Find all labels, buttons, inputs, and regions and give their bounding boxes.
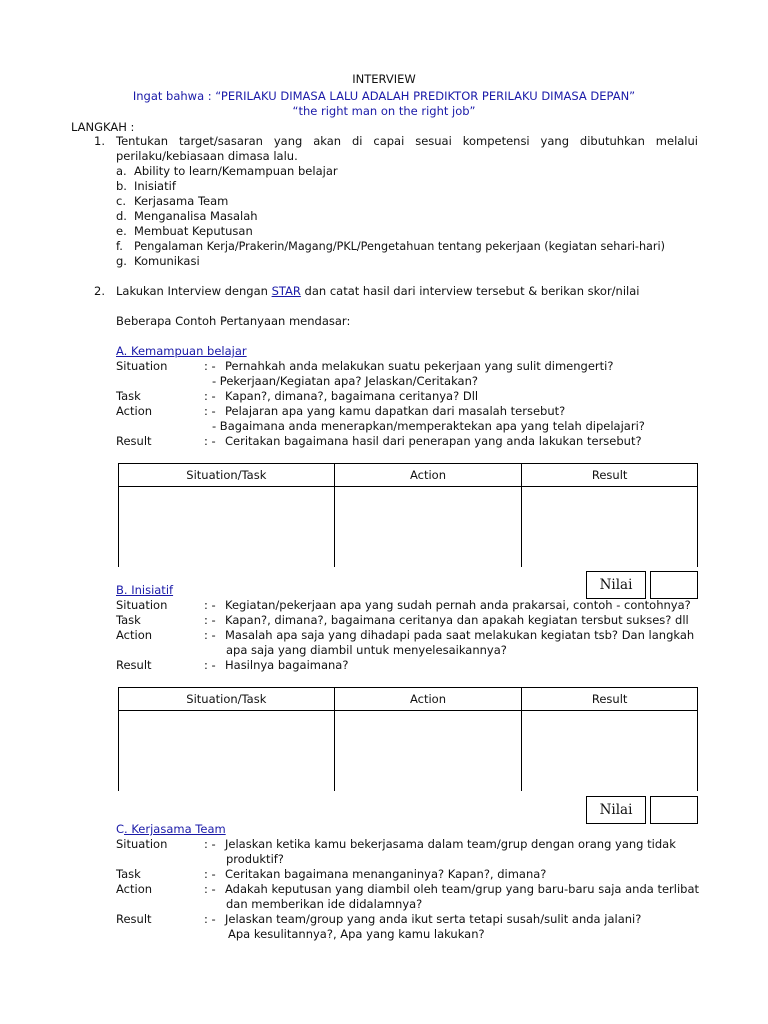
column-header: Result bbox=[522, 464, 698, 487]
nilai-label: Nilai bbox=[586, 796, 646, 824]
colon: : - bbox=[204, 837, 216, 851]
list-item-text: Menganalisa Masalah bbox=[134, 209, 258, 223]
answer-cell[interactable] bbox=[334, 487, 522, 568]
list-item-text: Inisiatif bbox=[134, 179, 176, 193]
list-item: a. bbox=[116, 164, 127, 178]
list-item: g. bbox=[116, 254, 127, 268]
section-c-title[interactable]: C. Kerjasama Team bbox=[116, 822, 226, 836]
question-text: Ceritakan bagaimana menanganinya? Kapan?, dimana? bbox=[225, 867, 547, 881]
star-link[interactable]: STAR bbox=[271, 284, 301, 298]
action-label: Action bbox=[116, 404, 153, 418]
colon: : - bbox=[204, 359, 216, 373]
list-item-text: Komunikasi bbox=[134, 254, 200, 268]
star-table-b bbox=[118, 687, 698, 791]
question-text: Kapan?, dimana?, bagaimana ceritanya dan apakah kegiatan tersbut sukses? dll bbox=[225, 613, 689, 627]
tagline: “the right man on the right job” bbox=[292, 104, 476, 118]
list-item: d. bbox=[116, 209, 127, 223]
step-2-number: 2. bbox=[94, 284, 105, 298]
situation-label: Situation bbox=[116, 359, 168, 373]
colon: : - bbox=[204, 912, 216, 926]
list-item: c. bbox=[116, 194, 126, 208]
colon: : - bbox=[204, 867, 216, 881]
question-text: produktif? bbox=[226, 852, 284, 866]
steps-label: LANGKAH : bbox=[71, 120, 135, 134]
column-header: Situation/Task bbox=[119, 688, 335, 711]
question-text: Pernahkah anda melakukan suatu pekerjaan yang sulit dimengerti? bbox=[225, 359, 614, 373]
question-text: Jelaskan ketika kamu bekerjasama dalam team/grup dengan orang yang tidak bbox=[225, 837, 676, 851]
column-header: Result bbox=[522, 688, 698, 711]
list-item: e. bbox=[116, 224, 127, 238]
colon: : - bbox=[204, 404, 216, 418]
question-text: Apa kesulitannya?, Apa yang kamu lakukan? bbox=[228, 927, 485, 941]
colon: : - bbox=[204, 434, 216, 448]
question-text: Ceritakan bagaimana hasil dari penerapan yang anda lakukan tersebut? bbox=[225, 434, 642, 448]
answer-cell[interactable] bbox=[119, 711, 335, 792]
section-b-title[interactable]: B. Inisiatif bbox=[116, 583, 174, 597]
situation-label: Situation bbox=[116, 598, 168, 612]
question-text: Kapan?, dimana?, bagaimana ceritanya? Dll bbox=[225, 389, 479, 403]
answer-cell[interactable] bbox=[522, 487, 698, 568]
column-header: Situation/Task bbox=[119, 464, 335, 487]
nilai-score-box-b[interactable] bbox=[650, 796, 698, 824]
result-label: Result bbox=[116, 912, 152, 926]
situation-label: Situation bbox=[116, 837, 168, 851]
list-item: b. bbox=[116, 179, 127, 193]
question-text: Pelajaran apa yang kamu dapatkan dari masalah tersebut? bbox=[225, 404, 566, 418]
question-text: Jelaskan team/group yang anda ikut serta tetapi susah/sulit anda jalani? bbox=[225, 912, 642, 926]
question-text: apa saja yang diambil untuk menyelesaikannya? bbox=[226, 643, 507, 657]
star-table-a bbox=[118, 463, 698, 567]
list-item-text: Pengalaman Kerja/Prakerin/Magang/PKL/Pengetahuan tentang pekerjaan (kegiatan sehari-hari) bbox=[134, 240, 665, 253]
list-item-text: Kerjasama Team bbox=[134, 194, 229, 208]
question-text: Hasilnya bagaimana? bbox=[225, 658, 349, 672]
colon: : - bbox=[204, 882, 216, 896]
colon: : - bbox=[204, 658, 216, 672]
task-label: Task bbox=[116, 867, 141, 881]
reminder-line: Ingat bahwa : “PERILAKU DIMASA LALU ADALAH PREDIKTOR PERILAKU DIMASA DEPAN” bbox=[132, 89, 636, 103]
column-header: Action bbox=[334, 464, 522, 487]
question-text: Adakah keputusan yang diambil oleh team/grup yang baru-baru saja anda terlibat bbox=[225, 882, 700, 896]
question-text: dan memberikan ide didalamnya? bbox=[226, 897, 423, 911]
colon: : - bbox=[204, 389, 216, 403]
task-label: Task bbox=[116, 613, 141, 627]
question-text: - Pekerjaan/Kegiatan apa? Jelaskan/Ceritakan? bbox=[212, 374, 478, 388]
task-label: Task bbox=[116, 389, 141, 403]
page-title: INTERVIEW bbox=[352, 72, 416, 86]
question-text: - Bagaimana anda menerapkan/memperaktekan apa yang telah dipelajari? bbox=[212, 419, 645, 433]
list-item-text: Ability to learn/Kemampuan belajar bbox=[134, 164, 338, 178]
colon: : - bbox=[204, 628, 216, 642]
list-item-text: Membuat Keputusan bbox=[134, 224, 253, 238]
result-label: Result bbox=[116, 658, 152, 672]
answer-cell[interactable] bbox=[522, 711, 698, 792]
result-label: Result bbox=[116, 434, 152, 448]
list-item: f. bbox=[116, 239, 123, 253]
step-1-text: Tentukan target/sasaran yang akan di capai sesuai kompetensi yang dibutuhkan melalui perilaku/kebiasaan dimasa lalu. bbox=[116, 134, 698, 163]
section-a-title[interactable]: A. Kemampuan belajar bbox=[116, 344, 247, 358]
step-2-text: Lakukan Interview dengan STAR dan catat hasil dari interview tersebut & berikan skor/nilai bbox=[116, 284, 640, 298]
answer-cell[interactable] bbox=[334, 711, 522, 792]
examples-intro: Beberapa Contoh Pertanyaan mendasar: bbox=[116, 314, 351, 328]
column-header: Action bbox=[334, 688, 522, 711]
colon: : - bbox=[204, 613, 216, 627]
step-1-number: 1. bbox=[94, 134, 105, 148]
colon: : - bbox=[204, 598, 216, 612]
nilai-score-box-a[interactable] bbox=[650, 571, 698, 599]
action-label: Action bbox=[116, 628, 153, 642]
nilai-label: Nilai bbox=[586, 571, 646, 599]
action-label: Action bbox=[116, 882, 153, 896]
question-text: Masalah apa saja yang dihadapi pada saat melakukan kegiatan tsb? Dan langkah bbox=[225, 628, 695, 642]
question-text: Kegiatan/pekerjaan apa yang sudah pernah anda prakarsai, contoh - contohnya? bbox=[225, 598, 691, 612]
answer-cell[interactable] bbox=[119, 487, 335, 568]
